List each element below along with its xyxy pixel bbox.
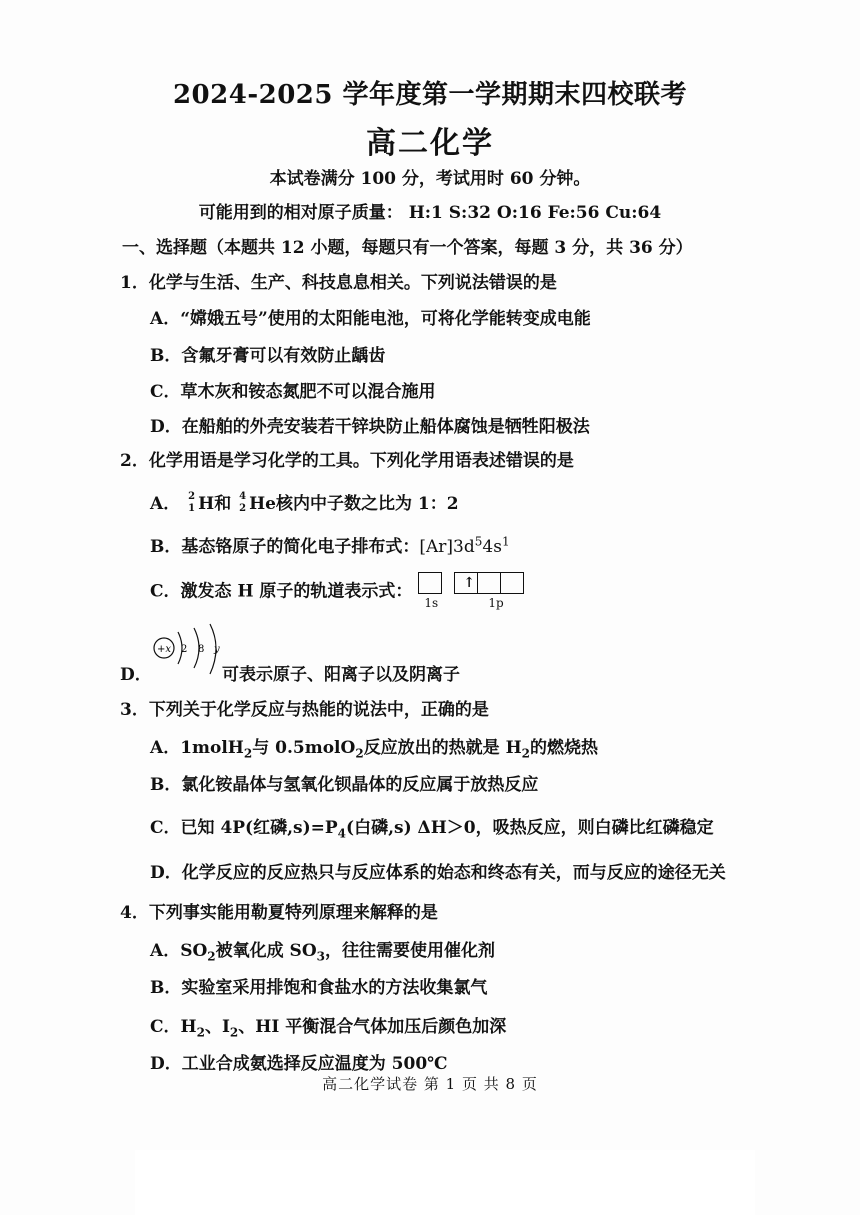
hydrogen-symbol: H	[198, 494, 215, 514]
orbital-diagram	[418, 572, 548, 612]
and-text: 和	[214, 494, 232, 514]
h2-subscript-2: 2	[521, 746, 531, 761]
orbital-box-1p-1	[454, 572, 478, 594]
o2-subscript: 2	[355, 746, 364, 761]
question-1-stem: 1．化学与生活、生产、科技息息相关。下列说法错误的是	[120, 273, 557, 293]
electron-config-3d: [Ar]3d	[419, 537, 475, 557]
helium-mass-number: 4	[239, 490, 247, 502]
question-3-option-b: B．氯化铵晶体与氢氧化钡晶体的反应属于放热反应	[150, 775, 539, 795]
electron-config-4s: 4s	[482, 537, 502, 557]
question-1-option-d: D．在船舶的外壳安装若干锌块防止船体腐蚀是牺牲阳极法	[150, 417, 590, 437]
question-3-option-c	[150, 813, 714, 840]
question-2-option-a	[150, 489, 459, 514]
option-c-part-3: 、HI 平衡混合气体加压后颜色加深	[238, 1017, 507, 1037]
page-footer: 高二化学试卷 第 1 页 共 8 页	[322, 1075, 538, 1093]
question-2-option-d-prefix: D．	[120, 665, 152, 685]
orbital-label-1p: 1p	[488, 596, 504, 610]
question-2-stem: 2．化学用语是学习化学的工具。下列化学用语表述错误的是	[120, 451, 574, 471]
option-a-part-3: ，往往需要使用催化剂	[325, 941, 496, 961]
orbital-box-1s	[418, 572, 442, 594]
orbital-label-1s: 1s	[424, 596, 439, 610]
question-4-option-a	[150, 936, 495, 963]
so2-subscript: 2	[207, 949, 216, 964]
option-b-text: B．基态铬原子的简化电子排布式：	[150, 537, 420, 557]
option-a-part-2: 被氧化成 SO	[215, 941, 317, 961]
nucleus-charge: +x	[157, 644, 172, 655]
question-4-option-d: D．工业合成氨选择反应温度为 500℃	[150, 1054, 448, 1074]
p4-subscript: 4	[337, 826, 347, 841]
option-c-part-1: C．已知 4P(红磷,s)=P	[150, 818, 338, 838]
hydrogen-atomic-number: 1	[188, 502, 196, 514]
option-a-part-2: 与 0.5molO	[252, 738, 356, 758]
so3-subscript: 3	[316, 949, 326, 964]
blank-margin-strip	[135, 1150, 755, 1215]
shell-3-electrons: y	[214, 644, 220, 655]
exam-title: 2024-2025 学年度第一学期期末四校联考	[172, 80, 688, 110]
helium-atomic-number: 2	[239, 502, 247, 514]
question-4-stem: 4．下列事实能用勒夏特列原理来解释的是	[120, 903, 438, 923]
option-a-part-4: 的燃烧热	[530, 738, 599, 758]
option-a-part-1: A．1molH	[150, 738, 244, 758]
option-a-part-3: 反应放出的热就是 H	[363, 738, 522, 758]
spin-up-arrow: ↑	[463, 575, 476, 591]
electron-config	[419, 534, 510, 557]
shell-2-electrons: 8	[198, 644, 205, 655]
exam-subject: 高二化学	[366, 126, 494, 161]
orbital-box-1p-2	[477, 572, 501, 594]
question-2-option-c	[150, 572, 548, 612]
question-1-option-b: B．含氟牙膏可以有效防止龋齿	[150, 346, 386, 366]
question-3-stem: 3．下列关于化学反应与热能的说法中，正确的是	[120, 700, 489, 720]
question-1-option-a: A．“嫦娥五号”使用的太阳能电池，可将化学能转变成电能	[150, 309, 591, 329]
hydrogen-nuclide-notation	[186, 490, 198, 514]
question-4-option-b: B．实验室采用排饱和食盐水的方法收集氯气	[150, 978, 488, 998]
option-c-text: C．激发态 H 原子的轨道表示式：	[150, 581, 413, 602]
shell-1-electrons: 2	[181, 644, 188, 655]
h2-subscript: 2	[243, 746, 253, 761]
hydrogen-mass-number: 2	[188, 490, 196, 502]
option-c-part-1: C．H	[150, 1017, 197, 1037]
helium-nuclide-notation	[237, 490, 249, 514]
option-a-part-1: A．SO	[150, 941, 208, 961]
h2-subscript: 2	[196, 1025, 205, 1040]
option-a-prefix: A．	[150, 494, 181, 514]
exam-info: 本试卷满分 100 分，考试用时 60 分钟。	[269, 169, 591, 189]
question-1-option-c: C．草木灰和铵态氮肥不可以混合施用	[150, 382, 436, 402]
i2-subscript: 2	[229, 1025, 239, 1040]
option-c-part-2: 、I	[204, 1017, 230, 1037]
orbital-box-1p-3	[500, 572, 524, 594]
atomic-mass-info: 可能用到的相对原子质量： H:1 S:32 O:16 Fe:56 Cu:64	[198, 203, 662, 223]
electron-config-4s-count: 1	[501, 534, 510, 549]
question-4-option-c	[150, 1012, 506, 1039]
question-2-option-b	[150, 532, 510, 557]
option-c-part-2: (白磷,s) ΔH＞0，吸热反应，则白磷比红磷稳定	[346, 818, 714, 838]
question-3-option-a	[150, 733, 598, 760]
section-heading: 一、选择题（本题共 12 小题，每题只有一个答案，每题 3 分，共 36 分）	[122, 238, 693, 258]
helium-symbol: He	[249, 494, 276, 514]
question-2-option-d-text: 可表示原子、阳离子以及阴离子	[222, 665, 460, 685]
option-a-suffix: 核内中子数之比为 1：2	[276, 494, 459, 514]
electron-config-3d-count: 5	[474, 534, 483, 549]
question-3-option-d: D．化学反应的反应热只与反应体系的始态和终态有关，而与反应的途径无关	[150, 863, 726, 883]
